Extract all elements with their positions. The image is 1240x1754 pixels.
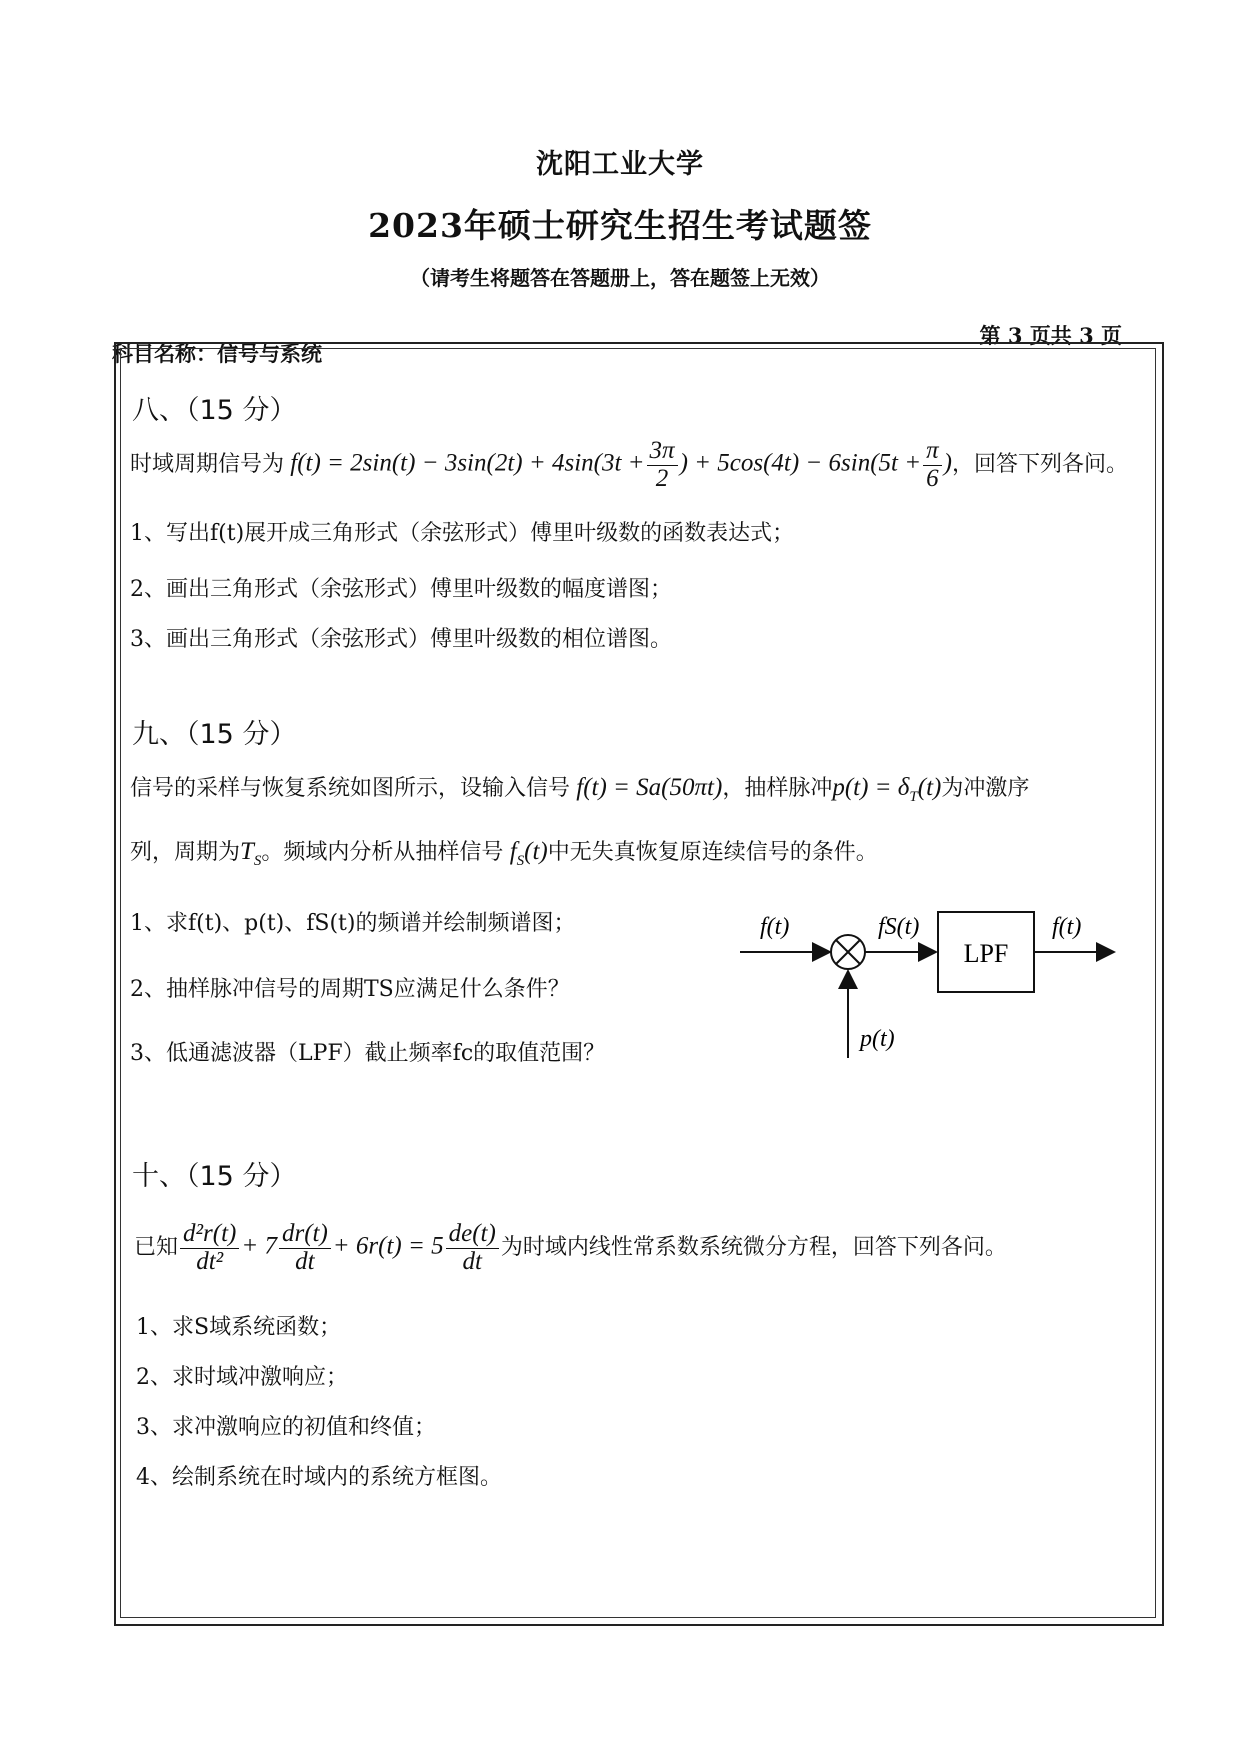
sampling-system-diagram (730, 900, 1130, 1080)
q10-item-1: 1、求S域系统函数； (136, 1315, 342, 1340)
q9-stem-text-f: 中无失真恢复原连续信号的条件。 (547, 840, 878, 865)
q9-period-symbol: $T_S$ (240, 838, 262, 869)
q9-pulse-formula: $p(t) = \delta_T(t)$ (832, 774, 942, 805)
q10-item-2: 2、求时域冲激响应； (136, 1365, 348, 1390)
q8-signal-formula: f(t) = 2sin(t) − 3sin(2t) + 4sin(3t + $\frac{3\pi}{2}$ ) + 5cos(4t) − 6sin(5t + $\frac{\pi}{6}$ ) (284, 437, 952, 492)
q9-stem-text-b: ，抽样脉冲 (722, 776, 833, 801)
exam-title: 2023年硕士研究生招生考试题签 (368, 206, 872, 245)
q10-item-4: 4、绘制系统在时域内的系统方框图。 (136, 1465, 502, 1490)
q9-item-1: 1、求f(t)、p(t)、fS(t)的频谱并绘制频谱图； (130, 911, 576, 936)
sampled-signal-label: fS(t) (878, 914, 920, 940)
q9-stem-text-a: 信号的采样与恢复系统如图所示，设输入信号 (130, 776, 571, 801)
q9-sampled-symbol: $f_S(t)$ (503, 838, 548, 869)
input-signal-label: f(t) (760, 914, 790, 940)
q10-item-3: 3、求冲激响应的初值和终值； (136, 1415, 436, 1440)
subject-name: 科目名称：信号与系统 (112, 341, 322, 366)
q9-stem-line1 (130, 772, 1029, 808)
q9-heading: 九、（15 分） (132, 719, 297, 750)
q9-stem-text-c: 为冲激序 (941, 776, 1030, 801)
lpf-block-label: LPF (963, 939, 1009, 968)
page-info: 第 3 页共 3 页 (979, 323, 1122, 348)
exam-notice: （请考生将题答在答题册上，答在题签上无效） (410, 266, 830, 290)
q9-stem-line2 (130, 836, 878, 872)
pulse-signal-label: p(t) (860, 1026, 895, 1052)
q9-item-2: 2、抽样脉冲信号的周期TS应满足什么条件？ (130, 977, 570, 1002)
q10-differential-equation: $\frac{\text{d²r(t)}}{\text{dt²}}$ + 7 $\frac{dr(t)}{dt}$ + 6r(t) = 5 $\frac{de(t)}{dt}$ (178, 1221, 501, 1275)
q8-heading: 八、（15 分） (132, 395, 297, 426)
output-signal-label: f(t) (1052, 914, 1082, 940)
q9-input-formula: f(t) = Sa(50πt) (570, 774, 723, 801)
q8-stem (130, 430, 1128, 500)
q10-stem-suffix: 为时域内线性常系数系统微分方程，回答下列各问。 (500, 1234, 1007, 1260)
q9-item-3: 3、低通滤波器（LPF）截止频率fc的取值范围？ (130, 1041, 606, 1066)
q8-item-1: 1、写出f(t)展开成三角形式（余弦形式）傅里叶级数的函数表达式； (130, 521, 795, 546)
school-name: 沈阳工业大学 (536, 149, 704, 180)
q9-stem-text-d: 列，周期为 (130, 840, 241, 865)
q10-heading: 十、（15 分） (132, 1161, 297, 1192)
q8-stem-suffix: ，回答下列各问。 (951, 451, 1128, 477)
q8-item-2: 2、画出三角形式（余弦形式）傅里叶级数的幅度谱图； (130, 577, 672, 602)
q9-stem-text-e: 。频域内分析从抽样信号 (261, 840, 504, 865)
q8-stem-prefix: 时域周期信号为 (130, 451, 285, 477)
q8-item-3: 3、画出三角形式（余弦形式）傅里叶级数的相位谱图。 (130, 627, 672, 652)
q10-stem (134, 1208, 1007, 1288)
q10-stem-prefix: 已知 (134, 1234, 179, 1260)
